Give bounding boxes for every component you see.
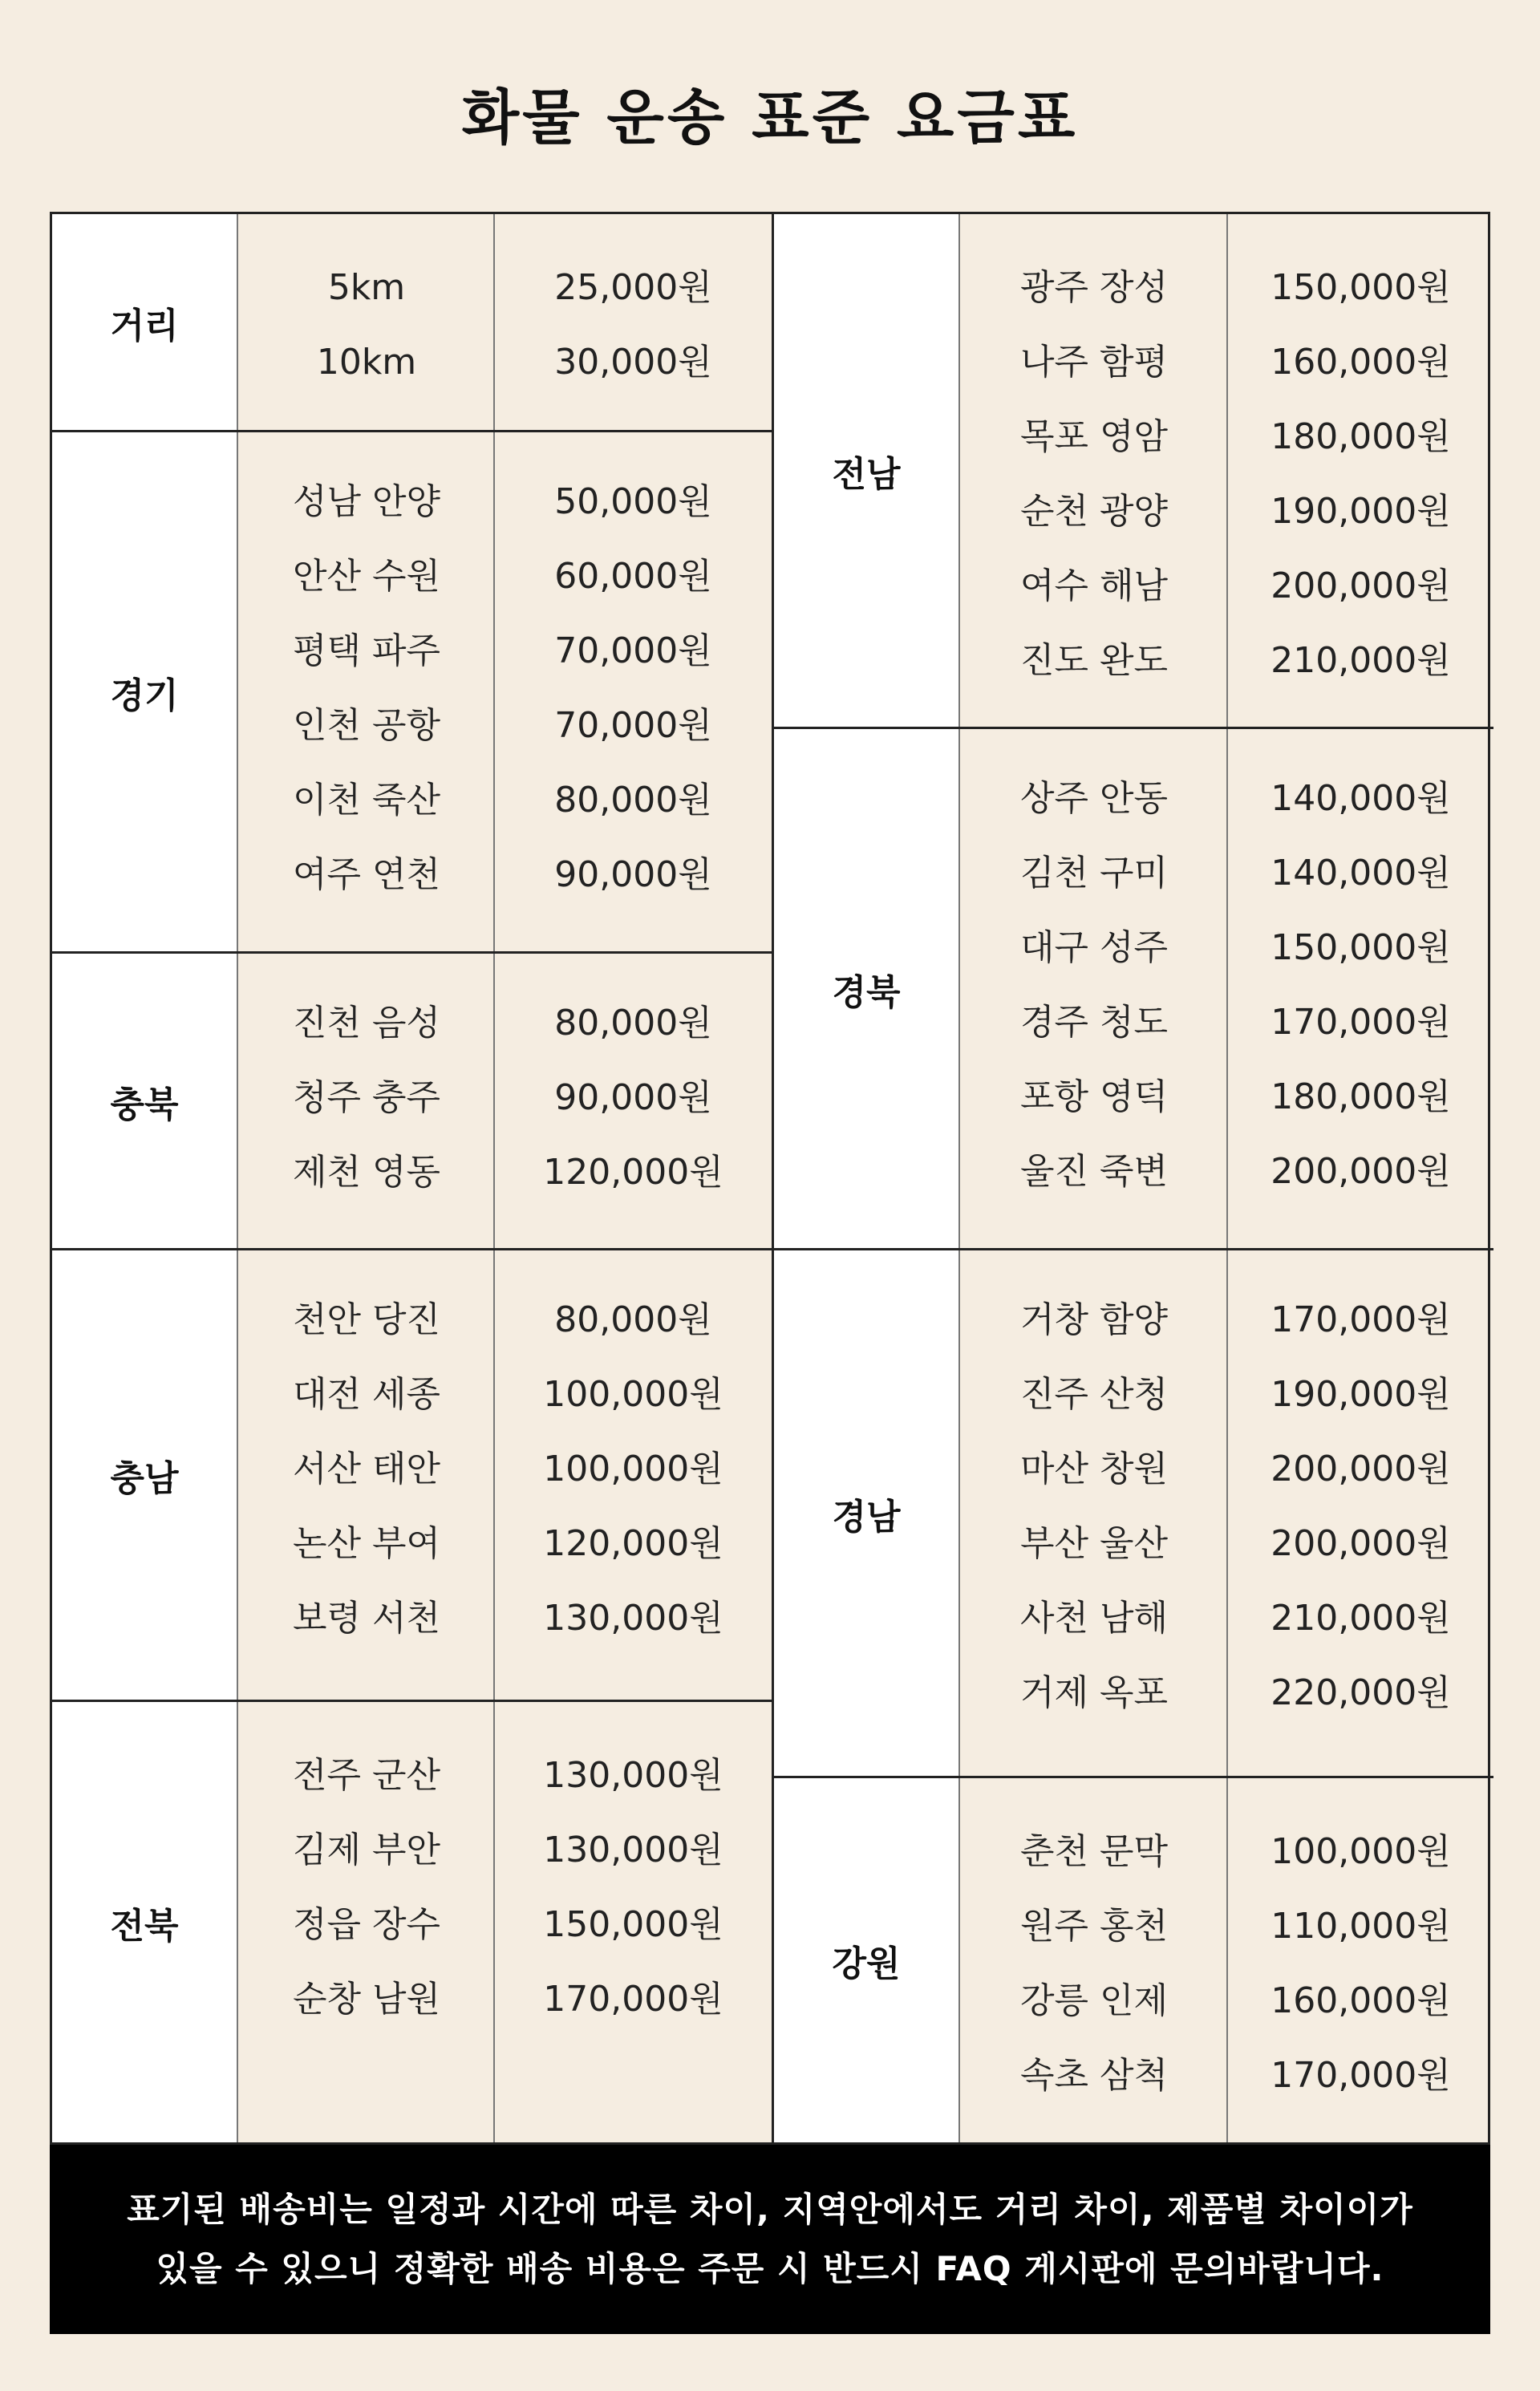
notice-line-1: 표기된 배송비는 일정과 시간에 따른 차이, 지역안에서도 거리 차이, 제품별 차이이가 <box>127 2190 1413 2229</box>
table-row <box>774 474 1493 549</box>
destination-label: 광주 장성 <box>1019 267 1168 308</box>
price-value: 100,000원 <box>543 1449 723 1489</box>
table-row <box>774 549 1493 623</box>
destination-label: 제천 영동 <box>292 1152 440 1193</box>
destination-label: 전주 군산 <box>292 1755 440 1796</box>
destination-label: 상주 안동 <box>1019 778 1168 819</box>
table-row <box>774 910 1493 985</box>
destination-label: 5km <box>327 267 406 308</box>
region-label: 경북 <box>774 729 960 1248</box>
destination-label: 포항 영덕 <box>1019 1076 1168 1117</box>
price-value: 120,000원 <box>543 1152 723 1193</box>
table-row <box>52 250 772 325</box>
destination-label: 대구 성주 <box>1019 927 1168 968</box>
destination-label: 사천 남해 <box>1019 1598 1168 1639</box>
destination-label: 진도 완도 <box>1019 640 1168 681</box>
price-value: 120,000원 <box>543 1523 723 1564</box>
destination-label: 순창 남원 <box>292 1979 440 2020</box>
table-row <box>774 1357 1493 1432</box>
destination-label: 진천 음성 <box>292 1003 440 1044</box>
destination-label: 10km <box>316 342 417 383</box>
region-section <box>52 432 772 954</box>
table-row <box>52 539 772 614</box>
table-row <box>774 399 1493 474</box>
region-label: 전남 <box>774 214 960 727</box>
table-row <box>774 1814 1493 1889</box>
destination-label: 순천 광양 <box>1019 491 1168 532</box>
price-value: 180,000원 <box>1270 1076 1451 1117</box>
price-value: 180,000원 <box>1270 416 1451 457</box>
price-value: 200,000원 <box>1270 1151 1451 1192</box>
rate-table <box>50 212 1490 2145</box>
table-row <box>52 986 772 1060</box>
table-row <box>774 1889 1493 1963</box>
table-row <box>52 614 772 688</box>
region-section <box>774 1778 1493 2142</box>
destination-label: 여수 해남 <box>1019 565 1168 606</box>
price-value: 170,000원 <box>1270 2055 1451 2096</box>
region-section <box>774 214 1493 729</box>
destination-label: 김천 구미 <box>1019 853 1168 894</box>
price-value: 70,000원 <box>554 705 712 746</box>
price-value: 25,000원 <box>554 267 712 308</box>
table-row <box>774 1283 1493 1357</box>
price-value: 130,000원 <box>543 1830 723 1870</box>
destination-label: 거창 함양 <box>1019 1299 1168 1340</box>
table-row <box>774 985 1493 1060</box>
table-row <box>52 1135 772 1210</box>
price-value: 220,000원 <box>1270 1672 1451 1713</box>
notice-banner <box>50 2145 1490 2334</box>
destination-label: 춘천 문막 <box>1019 1831 1168 1872</box>
region-section <box>52 1250 772 1702</box>
region-section <box>52 954 772 1250</box>
price-value: 100,000원 <box>1270 1831 1451 1872</box>
destination-label: 목포 영암 <box>1019 416 1168 457</box>
right-column <box>774 214 1493 2142</box>
table-row <box>774 2038 1493 2113</box>
destination-label: 안산 수원 <box>292 556 440 597</box>
table-row <box>52 464 772 539</box>
table-row <box>774 1060 1493 1134</box>
table-row <box>774 1581 1493 1655</box>
table-row <box>52 1581 772 1655</box>
table-row <box>52 325 772 399</box>
table-row <box>52 688 772 763</box>
price-value: 190,000원 <box>1270 491 1451 532</box>
destination-label: 경주 청도 <box>1019 1002 1168 1043</box>
price-value: 170,000원 <box>1270 1002 1451 1043</box>
destination-label: 김제 부안 <box>292 1830 440 1870</box>
price-value: 210,000원 <box>1270 640 1451 681</box>
region-label: 충남 <box>52 1250 238 1700</box>
region-label: 경남 <box>774 1250 960 1776</box>
price-value: 200,000원 <box>1270 565 1451 606</box>
destination-label: 부산 울산 <box>1019 1523 1168 1564</box>
region-label: 강원 <box>774 1778 960 2142</box>
table-row <box>52 1357 772 1432</box>
table-row <box>52 763 772 837</box>
destination-label: 성남 안양 <box>292 481 440 522</box>
price-value: 170,000원 <box>1270 1299 1451 1340</box>
price-value: 80,000원 <box>554 780 712 821</box>
table-row <box>52 1887 772 1962</box>
page-title: 화물 운송 표준 요금표 <box>461 83 1079 152</box>
region-label: 거리 <box>52 214 238 430</box>
destination-label: 울진 죽변 <box>1019 1151 1168 1192</box>
price-value: 90,000원 <box>554 854 712 895</box>
destination-label: 정읍 장수 <box>292 1904 440 1945</box>
table-row <box>52 1506 772 1581</box>
destination-label: 나주 함평 <box>1019 342 1168 383</box>
destination-label: 진주 산청 <box>1019 1374 1168 1415</box>
table-row <box>774 1655 1493 1730</box>
price-value: 100,000원 <box>543 1374 723 1415</box>
price-value: 130,000원 <box>543 1755 723 1796</box>
price-value: 60,000원 <box>554 556 712 597</box>
region-section <box>774 729 1493 1250</box>
table-row <box>774 836 1493 910</box>
region-section <box>52 214 772 432</box>
price-value: 140,000원 <box>1270 853 1451 894</box>
price-value: 160,000원 <box>1270 342 1451 383</box>
destination-label: 보령 서천 <box>292 1598 440 1639</box>
table-row <box>52 837 772 912</box>
table-row <box>774 623 1493 698</box>
price-value: 140,000원 <box>1270 778 1451 819</box>
table-row <box>52 1283 772 1357</box>
price-value: 160,000원 <box>1270 1980 1451 2021</box>
price-value: 150,000원 <box>1270 267 1451 308</box>
destination-label: 천안 당진 <box>292 1299 440 1340</box>
price-value: 200,000원 <box>1270 1449 1451 1489</box>
price-value: 80,000원 <box>554 1003 712 1044</box>
price-value: 30,000원 <box>554 342 712 383</box>
table-row <box>774 1134 1493 1209</box>
destination-label: 거제 옥포 <box>1019 1672 1168 1713</box>
price-value: 50,000원 <box>554 481 712 522</box>
destination-label: 강릉 인제 <box>1019 1980 1168 2021</box>
price-value: 210,000원 <box>1270 1598 1451 1639</box>
table-row <box>774 325 1493 399</box>
table-row <box>52 1962 772 2036</box>
table-row <box>774 1432 1493 1506</box>
table-row <box>52 1738 772 1813</box>
price-value: 70,000원 <box>554 630 712 671</box>
region-section <box>52 1702 772 2142</box>
destination-label: 이천 죽산 <box>292 780 440 821</box>
price-value: 150,000원 <box>1270 927 1451 968</box>
price-value: 80,000원 <box>554 1299 712 1340</box>
region-label: 경기 <box>52 432 238 951</box>
destination-label: 여주 연천 <box>292 854 440 895</box>
table-row <box>52 1060 772 1135</box>
price-value: 190,000원 <box>1270 1374 1451 1415</box>
price-value: 150,000원 <box>543 1904 723 1945</box>
table-row <box>774 250 1493 325</box>
destination-label: 대전 세종 <box>292 1374 440 1415</box>
price-value: 110,000원 <box>1270 1906 1451 1947</box>
region-label: 전북 <box>52 1702 238 2142</box>
price-value: 90,000원 <box>554 1077 712 1118</box>
left-column <box>52 214 774 2142</box>
region-label: 충북 <box>52 954 238 1248</box>
destination-label: 평택 파주 <box>292 630 440 671</box>
table-row <box>774 1963 1493 2038</box>
destination-label: 청주 충주 <box>292 1077 440 1118</box>
price-value: 200,000원 <box>1270 1523 1451 1564</box>
price-value: 170,000원 <box>543 1979 723 2020</box>
table-row <box>774 1506 1493 1581</box>
destination-label: 마산 창원 <box>1019 1449 1168 1489</box>
notice-line-2: 있을 수 있으니 정확한 배송 비용은 주문 시 반드시 FAQ 게시판에 문의바랍니다. <box>156 2249 1384 2288</box>
price-value: 130,000원 <box>543 1598 723 1639</box>
destination-label: 서산 태안 <box>292 1449 440 1489</box>
destination-label: 속초 삼척 <box>1019 2055 1168 2096</box>
destination-label: 인천 공항 <box>292 705 440 746</box>
region-section <box>774 1250 1493 1778</box>
destination-label: 원주 홍천 <box>1019 1906 1168 1947</box>
destination-label: 논산 부여 <box>292 1523 440 1564</box>
table-row <box>52 1813 772 1887</box>
table-row <box>52 1432 772 1506</box>
table-row <box>774 761 1493 836</box>
